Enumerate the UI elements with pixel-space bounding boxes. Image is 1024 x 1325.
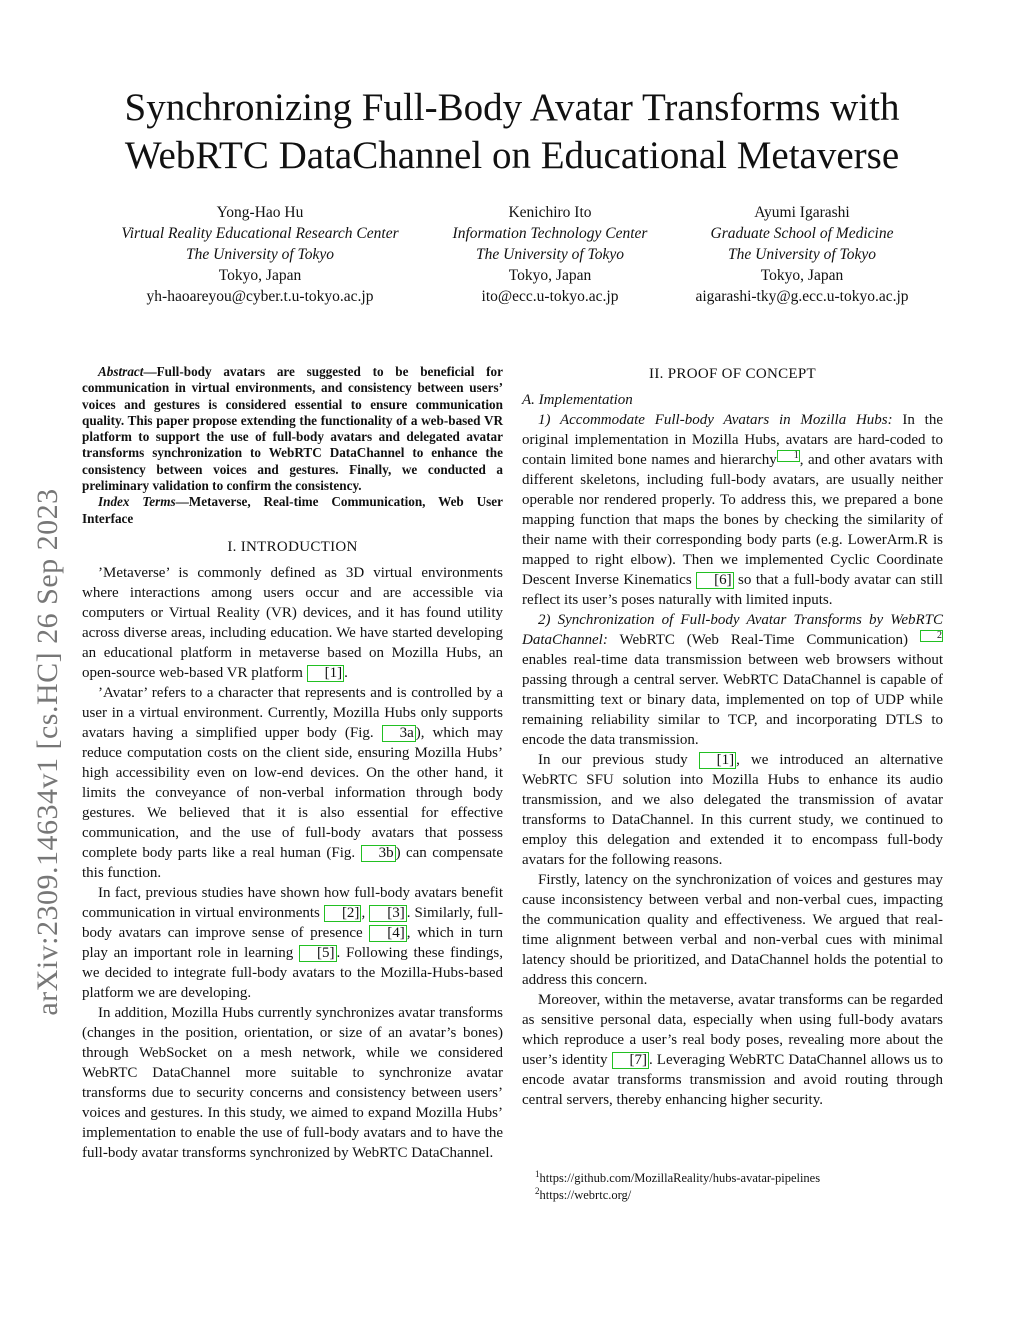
index-terms-label: Index Terms bbox=[98, 494, 176, 510]
text: ), which may reduce computation costs on the client side, ensuring Mozilla Hubs’ high accessibility even on low-end devices. On the other hand, it limits the conveyance of non-verbal information through body gestures. We believed that it is also essential for effective communication, and the use of full-body avatars that possess complete body parts like a real human (Fig. bbox=[82, 724, 503, 861]
section-numeral: I. bbox=[227, 538, 241, 555]
text: ’Avatar’ refers to a character that represents and is controlled by a user in a virtual environment. Currently, Mozilla Hubs only supports avatars having a simplified upper body (Fig. bbox=[82, 684, 503, 741]
abstract bbox=[82, 364, 503, 494]
abstract-label: Abstract bbox=[98, 364, 144, 379]
author-email[interactable]: aigarashi-tky@g.ecc.u-tokyo.ac.jp bbox=[695, 288, 909, 305]
section-rest: NTRODUCTION bbox=[246, 538, 358, 555]
paragraph bbox=[522, 990, 943, 1110]
author-dept: Virtual Reality Educational Research Center bbox=[121, 225, 399, 242]
author-name: Yong-Hao Hu bbox=[216, 204, 304, 221]
author-dept: Graduate School of Medicine bbox=[710, 225, 894, 242]
citation-link[interactable]: [7] bbox=[612, 1052, 650, 1069]
author-email[interactable]: yh-haoareyou@cyber.t.u-tokyo.ac.jp bbox=[146, 288, 374, 305]
left-column bbox=[82, 364, 503, 1163]
section-heading-introduction bbox=[82, 537, 503, 557]
section-rest: ONCEPT bbox=[755, 366, 816, 382]
section-initial: P bbox=[667, 366, 677, 382]
footnote bbox=[535, 1170, 820, 1187]
citation-link[interactable]: [4] bbox=[369, 925, 407, 942]
text: , and other avatars with different skeletons, including full-body avatars, are usually neither operable nor rendered properly. To address this, we prepared a bone mapping function that maps the bones by checking the similarity of their name with their corresponding body parts (e.g. LowerArm.R is mapped to right elbow). Then we implemented Cyclic Coordinate Descent Inverse Kinematics bbox=[522, 452, 943, 588]
author-1 bbox=[100, 202, 420, 307]
text: In fact, previous studies have shown how full-body avatars benefit communication in virtual environments bbox=[82, 884, 503, 921]
paper-title bbox=[0, 84, 1024, 180]
footnote bbox=[535, 1187, 820, 1204]
paragraph bbox=[82, 883, 503, 1003]
paragraph-heading: 1) Accommodate Full-body Avatars in Mozilla Hubs: bbox=[538, 412, 893, 428]
author-email[interactable]: ito@ecc.u-tokyo.ac.jp bbox=[481, 288, 619, 305]
section-numeral: II. bbox=[649, 366, 668, 382]
author-name: Kenichiro Ito bbox=[508, 204, 592, 221]
author-location: Tokyo, Japan bbox=[508, 267, 592, 284]
citation-link[interactable]: [5] bbox=[299, 945, 337, 962]
text: In our previous study bbox=[538, 752, 699, 768]
text: , which in turn play an important role in learning bbox=[82, 924, 503, 961]
figure-link[interactable]: 3a bbox=[382, 725, 416, 742]
paragraph bbox=[82, 683, 503, 883]
author-2 bbox=[420, 202, 680, 307]
text: ’Metaverse’ is commonly defined as 3D virtual environments where interactions among users occur and are accessible via computers or Virtual Reality (VR) devices, and it has found utility across diverse areas, including education. We have started developing an educational platform in metaverse based on Mozilla Hubs, an open-source web-based VR platform bbox=[82, 564, 503, 681]
citation-link[interactable]: [3] bbox=[369, 905, 407, 922]
paragraph bbox=[522, 410, 943, 610]
text: so that a full-body avatar can still reflect its user’s poses naturally with limited inputs. bbox=[522, 572, 943, 608]
text: . Following these findings, we decided to integrate full-body avatars to the Mozilla-Hubs-based platform we are developing. bbox=[82, 944, 503, 1001]
author-location: Tokyo, Japan bbox=[760, 267, 844, 284]
text: ) can compensate this function. bbox=[82, 844, 503, 881]
paragraph: Firstly, latency on the synchronization of voices and gestures may cause inconsistency between verbal and non-verbal cues, impacting the communication quality and effectiveness. We argued that real-time alignment between verbal and non-verbal cues with minimal latency should be prioritized, and DataChannel holds the potential to address this concern. bbox=[522, 872, 943, 988]
text: . bbox=[344, 664, 348, 681]
footnote-link[interactable]: 1 bbox=[777, 450, 800, 462]
paragraph: In addition, Mozilla Hubs currently synchronizes avatar transforms (changes in the position, orientation, or size of an avatar’s bones) through WebSocket on a mesh network, while we considered WebRTC DataChannel more suitable to synchronize avatar transforms due to security concerns and consistency between users’ voices and gestures. In this study, we aimed to expand Mozilla Hubs’ implementation to enable the use of full-body avatars and to have the full-body avatar transforms synchronized by WebRTC DataChannel. bbox=[82, 1004, 503, 1161]
text: , we introduced an alternative WebRTC SFU solution into Mozilla Hubs to enhance its audio transmission, and we also delegated the transmission of avatar transforms to DataChannel. In this current study, we continued to employ this delegation and extended it to encompass full-body avatars for the following reasons. bbox=[522, 752, 943, 868]
footnote-url[interactable]: https://github.com/MozillaReality/hubs-avatar-pipelines bbox=[539, 1171, 821, 1185]
section-heading-proof-of-concept bbox=[522, 364, 943, 384]
text: WebRTC (Web Real-Time Communication) bbox=[607, 632, 920, 648]
title-line-2: WebRTC DataChannel on Educational Metaverse bbox=[124, 134, 900, 177]
right-column bbox=[522, 364, 943, 1110]
text: . Leveraging WebRTC DataChannel allows us to encode avatar transforms transmission and avoid routing through central servers, thereby enhancing higher security. bbox=[522, 1052, 943, 1108]
footnote-url[interactable]: https://webrtc.org/ bbox=[539, 1188, 632, 1202]
section-initial: I bbox=[240, 538, 247, 555]
author-3 bbox=[672, 202, 932, 307]
footnote-mark: 1 bbox=[535, 1168, 540, 1179]
index-terms-text: —Metaverse, Real-time Communication, Web User Interface bbox=[82, 494, 503, 526]
citation-link[interactable]: [1] bbox=[699, 752, 737, 769]
text: enables real-time data transmission between web browsers without passing through a central server. WebRTC DataChannel is capable of transmitting text or binary data, implemented on top of UDP while remaining reliability similar to TCP, and incorporating DTLS to encode the data transmission. bbox=[522, 652, 943, 748]
author-org: The University of Tokyo bbox=[728, 246, 876, 263]
arxiv-id[interactable]: arXiv:2309.14634v1 [cs.HC] 26 Sep 2023 bbox=[31, 488, 64, 1016]
text: . Similarly, full-body avatars can improve sense of presence bbox=[82, 904, 503, 941]
text: Moreover, within the metaverse, avatar transforms can be regarded as sensitive personal data, especially when using full-body avatars which reproduce a user’s real body poses, revealing more about the user’s identity bbox=[522, 992, 943, 1068]
author-location: Tokyo, Japan bbox=[218, 267, 302, 284]
figure-link[interactable]: 3b bbox=[361, 845, 396, 862]
author-org: The University of Tokyo bbox=[476, 246, 624, 263]
paragraph bbox=[522, 750, 943, 870]
citation-link[interactable]: [6] bbox=[696, 572, 734, 589]
section-initial: C bbox=[745, 366, 756, 382]
title-line-1: Synchronizing Full-Body Avatar Transforms with bbox=[124, 86, 900, 129]
index-terms bbox=[82, 494, 503, 527]
abstract-text: —Full-body avatars are suggested to be beneficial for communication in virtual environments, and consistency between users’ voices and gestures is considered essential to ensure communication quality. This paper propose extending the functionality of a web-based VR platform to support the use of full-body avatars and delegated avatar transforms synchronization to WebRTC DataChannel to enhance the consistency between voices and gestures. Finally, we conducted a preliminary validation to confirm the consistency. bbox=[82, 364, 503, 494]
paragraph bbox=[82, 563, 503, 683]
author-name: Ayumi Igarashi bbox=[754, 204, 850, 221]
footnote-mark: 2 bbox=[535, 1185, 540, 1196]
text: In the original implementation in Mozilla Hubs, avatars are hard-coded to contain limited bone names and hierarchy bbox=[522, 412, 943, 468]
author-org: The University of Tokyo bbox=[186, 246, 334, 263]
paragraph bbox=[522, 610, 943, 750]
footnotes bbox=[535, 1170, 820, 1204]
section-rest: ROOF OF bbox=[676, 366, 746, 382]
author-dept: Information Technology Center bbox=[452, 225, 648, 242]
paragraph-heading: 2) Synchronization of Full-body Avatar Transforms by WebRTC DataChannel: bbox=[522, 612, 943, 648]
footnote-link[interactable]: 2 bbox=[920, 630, 943, 642]
subsection-heading: A. Implementation bbox=[522, 392, 633, 408]
citation-link[interactable]: [1] bbox=[307, 665, 345, 682]
citation-link[interactable]: [2] bbox=[324, 905, 362, 922]
text: , bbox=[361, 904, 370, 921]
